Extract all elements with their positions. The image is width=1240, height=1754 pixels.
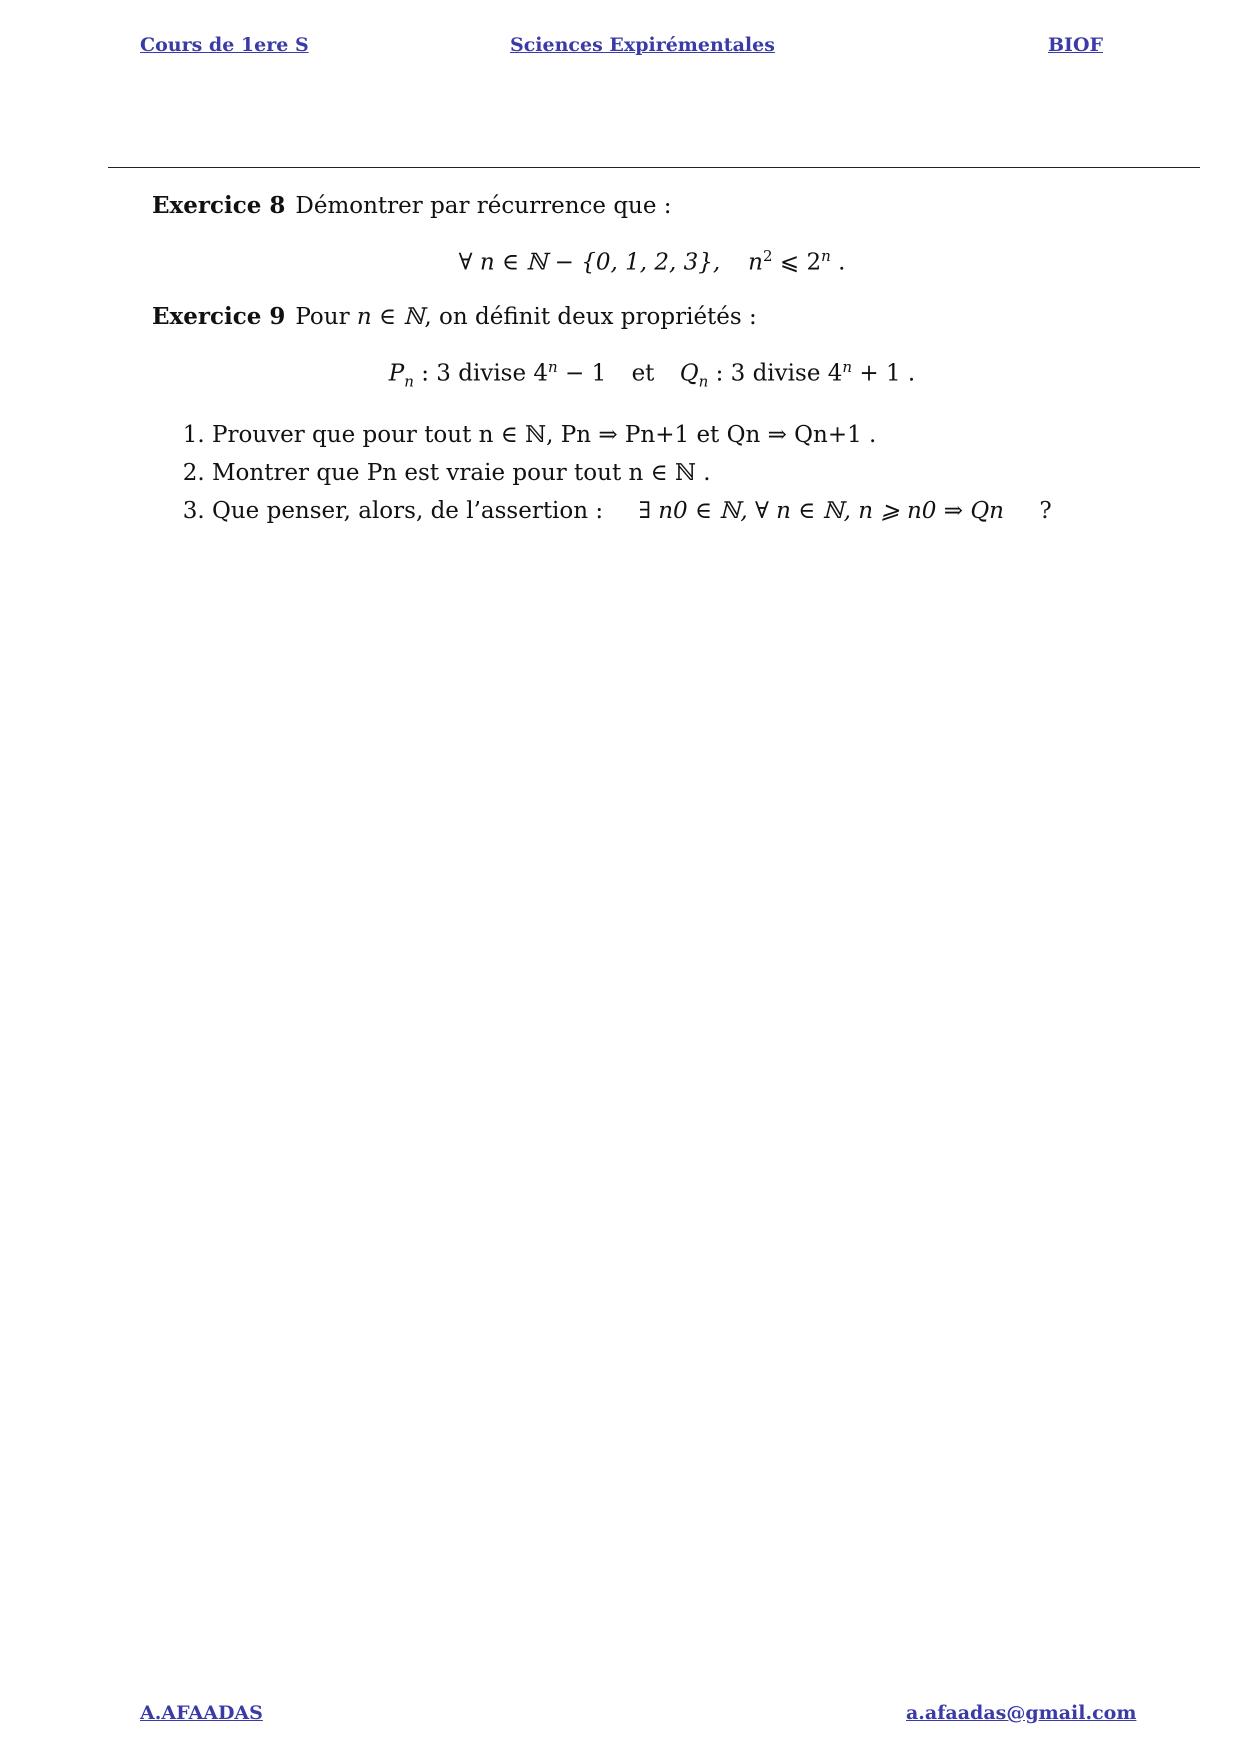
def-p-text: : 3 divise 4 xyxy=(413,360,549,387)
question-3-math: ∃ n0 ∈ ℕ, ∀ n ∈ ℕ, n ⩾ n0 ⇒ Qn xyxy=(638,497,1004,524)
def-p-exp: n xyxy=(548,357,558,376)
question-3 xyxy=(212,495,1152,527)
footer-author[interactable]: A.AFAADAS xyxy=(140,1702,263,1724)
def-q-text: : 3 divise 4 xyxy=(708,360,843,387)
def-p-sub: n xyxy=(404,371,414,390)
def-q: Q xyxy=(679,360,699,387)
def-q-sub: n xyxy=(698,371,709,390)
exercise-9-intro-c: , on définit deux propriétés : xyxy=(424,303,757,330)
header-section[interactable]: Sciences Expirémentales xyxy=(510,34,775,56)
def-p: P xyxy=(388,360,405,387)
formula-quantifier: ∀ n ∈ ℕ − {0, 1, 2, 3}, xyxy=(458,249,721,276)
exercise-9-questions xyxy=(152,419,1152,527)
header-program[interactable]: BIOF xyxy=(1048,34,1103,56)
formula-base: n xyxy=(748,249,763,276)
header-course[interactable]: Cours de 1ere S xyxy=(140,34,309,56)
footer-email[interactable]: a.afaadas@gmail.com xyxy=(906,1702,1137,1724)
formula-exp: 2 xyxy=(763,247,773,265)
exercise-9-title: Exercice xyxy=(152,302,262,330)
question-3-end: ? xyxy=(1039,497,1052,524)
exercise-9-intro-math: n ∈ ℕ xyxy=(356,303,425,330)
formula-exp-n: n xyxy=(821,247,831,265)
question-3-text: Que penser, alors, de l’assertion : xyxy=(212,497,604,524)
exercise-9 xyxy=(152,301,1152,333)
exercise-8-formula xyxy=(152,240,1152,279)
def-q-end: + 1 . xyxy=(852,360,916,387)
exercise-9-number: 9 xyxy=(269,302,286,330)
def-p-end: − 1 xyxy=(557,360,607,387)
exercise-9-intro-a: Pour xyxy=(295,303,350,330)
formula-relation: ⩽ 2 xyxy=(779,249,822,276)
exercise-8 xyxy=(152,190,1152,222)
exercise-8-number: 8 xyxy=(269,192,286,219)
exercise-8-statement: Démontrer par récurrence que : xyxy=(295,193,672,219)
question-1: 1. Prouver que pour tout n ∈ ℕ, Pn ⇒ Pn+1 et Qn ⇒ Qn+1 . xyxy=(212,419,1152,451)
exercise-9-definitions xyxy=(152,351,1152,397)
header-rule xyxy=(108,167,1200,168)
formula-end: . xyxy=(838,249,846,276)
document-body xyxy=(152,190,1152,533)
def-et: et xyxy=(631,360,655,387)
exercise-8-title: Exercice xyxy=(152,192,262,219)
question-2: 2. Montrer que Pn est vraie pour tout n ∈ ℕ . xyxy=(212,457,1152,489)
def-q-exp: n xyxy=(842,357,853,376)
